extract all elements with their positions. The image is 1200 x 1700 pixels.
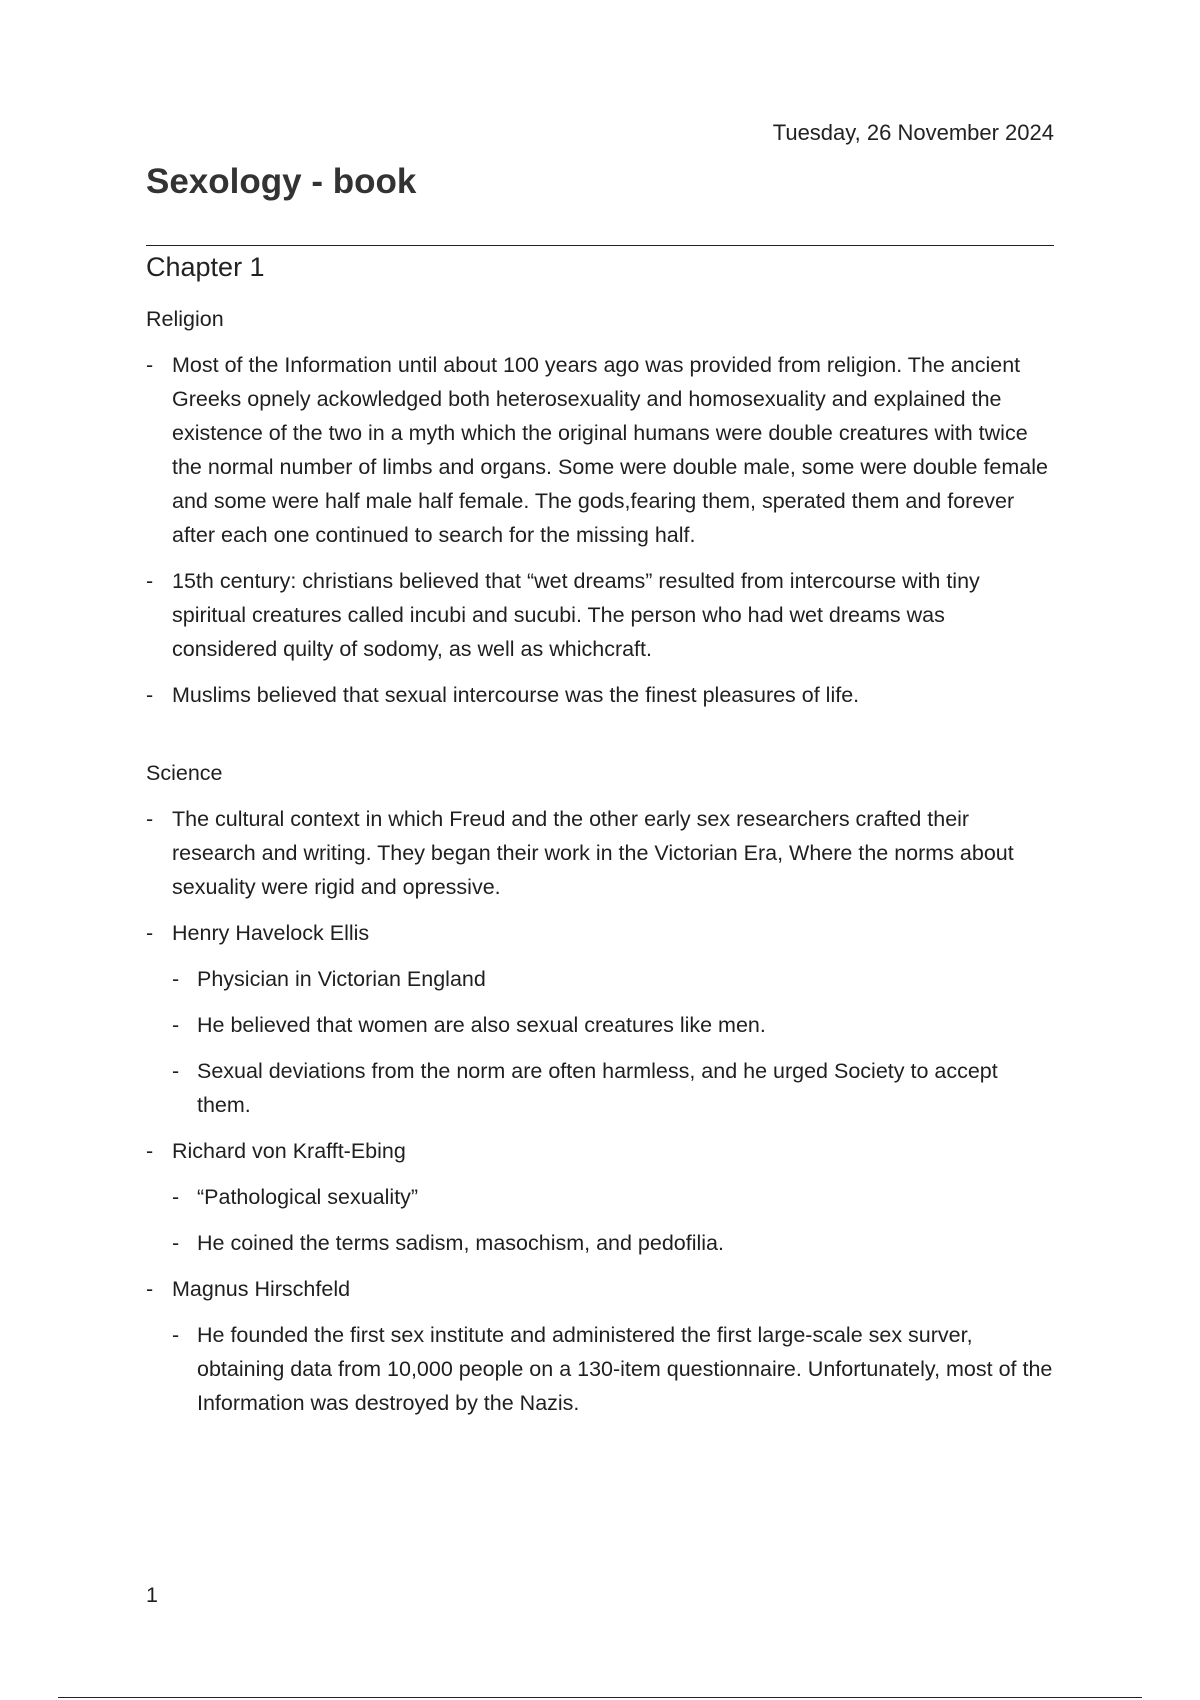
list-item-text: Magnus Hirschfeld — [172, 1277, 351, 1301]
list-item: - 15th century: christians believed that “wet dreams” resulted from intercourse with tiny spiritual creatures called incubi and sucubi. The person who had wet dreams was considered quilty of sodomy, as well as whichcraft. — [146, 564, 1054, 666]
sub-bullet-list — [172, 1318, 1054, 1420]
list-item: - Muslims believed that sexual intercourse was the finest pleasures of life. — [146, 678, 1054, 712]
list-item-text: The cultural context in which Freud and the other early sex researchers crafted their research and writing. They began their work in the Victorian Era, Where the norms about sexuality were rigid and opressive. — [172, 807, 1014, 899]
document-body — [146, 302, 1054, 1432]
section-title: Science — [146, 761, 223, 785]
bullet-list — [146, 348, 1054, 712]
sub-list-item: - He coined the terms sadism, masochism, and pedofilia. — [172, 1226, 1054, 1260]
sub-bullet-list — [172, 962, 1054, 1122]
title-divider — [146, 245, 1054, 246]
chapter-heading: Chapter 1 — [146, 252, 265, 282]
bullet-list — [146, 802, 1054, 1420]
sub-list-item: - He founded the first sex institute and administered the first large-scale sex surver, obtaining data from 10,000 people on a 130-item questionnaire. Unfortunately, most of the Information was destroyed by the Nazis. — [172, 1318, 1054, 1420]
document-date: Tuesday, 26 November 2024 — [772, 120, 1054, 145]
list-item — [146, 1134, 1054, 1260]
footer-divider — [58, 1697, 1142, 1698]
list-item — [146, 1272, 1054, 1420]
list-item: - Most of the Information until about 100 years ago was provided from religion. The ancient Greeks opnely ackowledged both heterosexuality and homosexuality and explained the existence of the two in a myth which the original humans were double creatures with twice the normal number of limbs and organs. Some were double male, some were double female and some were half male half female. The gods,fearing them, sperated them and forever after each one continued to search for the missing half. — [146, 348, 1054, 552]
sub-list-item: - “Pathological sexuality” — [172, 1180, 1054, 1214]
document-title: Sexology - book — [146, 162, 417, 201]
section-science — [146, 756, 1054, 1420]
list-item — [146, 802, 1054, 904]
sub-list-item: - He believed that women are also sexual creatures like men. — [172, 1008, 1054, 1042]
section-title: Religion — [146, 307, 224, 331]
page-number: 1 — [146, 1583, 158, 1607]
section-religion — [146, 302, 1054, 712]
sub-bullet-list — [172, 1180, 1054, 1260]
sub-list-item: - Physician in Victorian England — [172, 962, 1054, 996]
list-item-text: Richard von Krafft-Ebing — [172, 1139, 406, 1163]
sub-list-item: - Sexual deviations from the norm are often harmless, and he urged Society to accept them. — [172, 1054, 1054, 1122]
list-item-text: Henry Havelock Ellis — [172, 921, 370, 945]
list-item — [146, 916, 1054, 1122]
